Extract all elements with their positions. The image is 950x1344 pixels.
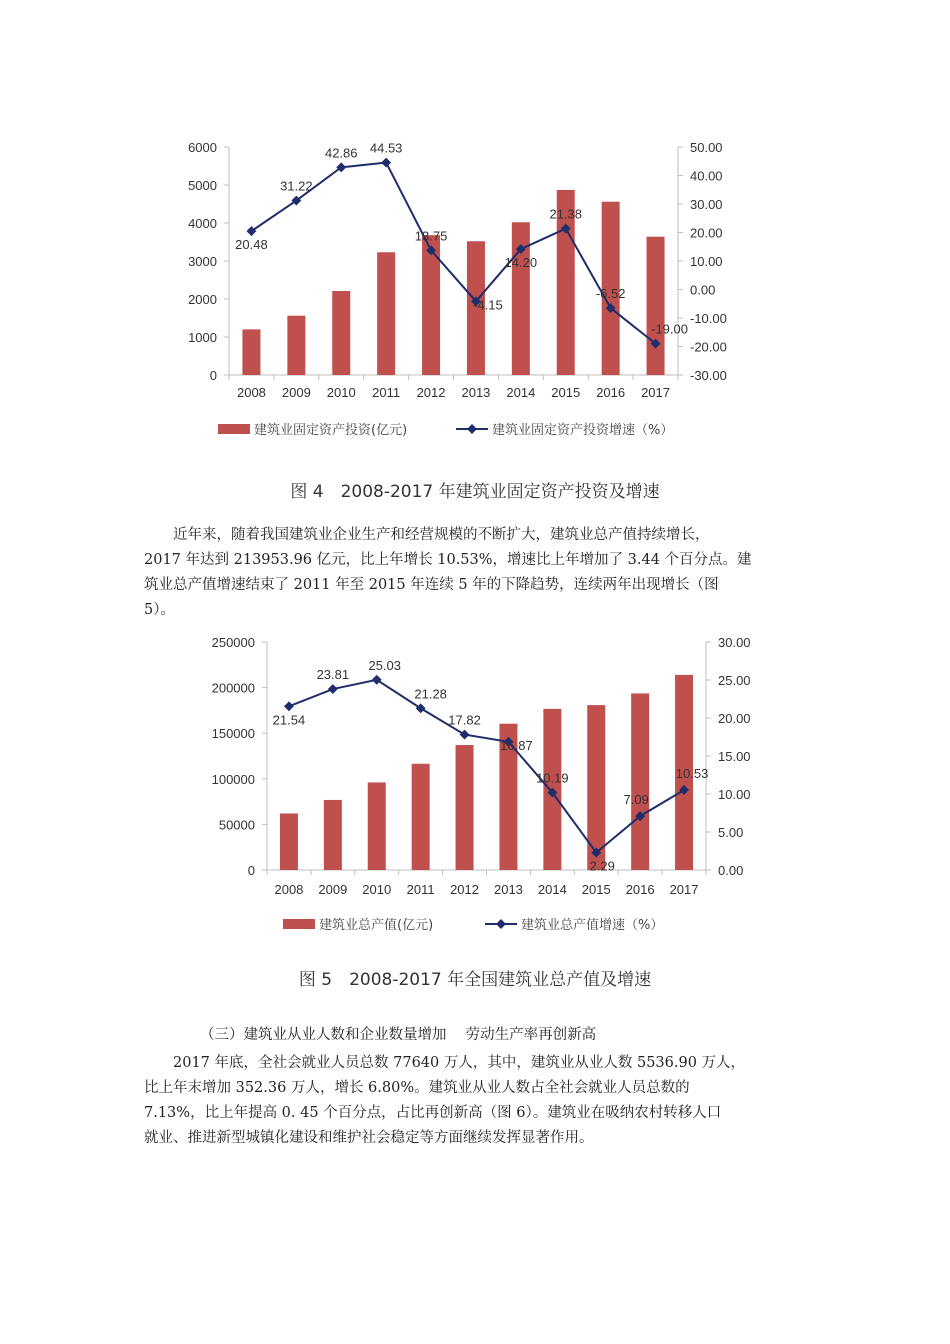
chart-total-output-value: [0, 632, 950, 952]
data-label: 13.75: [414, 228, 448, 244]
x-tick-label: 2011: [406, 882, 435, 897]
data-label: 25.03: [368, 657, 402, 673]
right-tick-label: 20.00: [690, 225, 723, 241]
legend-bar-label: 建筑业总产值(亿元): [319, 918, 434, 933]
data-label: 31.22: [280, 178, 313, 194]
figure-5-caption: 图 5 2008-2017 年全国建筑业总产值及增速: [298, 970, 652, 990]
legend-bar-swatch: [283, 919, 315, 929]
left-tick-label: 0: [247, 863, 255, 878]
x-tick-label: 2010: [362, 882, 392, 897]
line-point: [372, 675, 382, 685]
data-label: 42.86: [324, 145, 358, 161]
data-label: -19.00: [651, 321, 688, 337]
para2-line-3: 7.13%，比上年提高 0. 45 个百分点，占比再创新高（图 6）。建筑业在吸纳农村转移人口: [144, 1105, 722, 1121]
data-label: 21.38: [549, 206, 583, 222]
bar: [647, 237, 665, 375]
left-tick-label: 100000: [211, 771, 255, 787]
right-tick-label: 20.00: [718, 711, 751, 726]
x-tick-label: 2016: [625, 882, 655, 897]
data-label: 44.53: [369, 140, 403, 156]
x-tick-label: 2013: [461, 385, 491, 400]
paragraph-employment: [144, 1051, 804, 1151]
data-label: 10.53: [675, 765, 709, 781]
right-tick-label: -30.00: [690, 368, 727, 383]
bar: [631, 693, 649, 870]
x-tick-label: 2008: [274, 882, 304, 897]
right-tick-label: 30.00: [718, 635, 751, 650]
data-label: 14.20: [504, 255, 538, 271]
para2-line-4: 就业、推进新型城镇化建设和维护社会稳定等方面继续发挥显著作用。: [144, 1130, 594, 1146]
bar: [287, 316, 305, 375]
bar: [332, 291, 350, 375]
left-tick-label: 50000: [218, 817, 255, 833]
x-tick-label: 2010: [326, 385, 356, 400]
legend-line-marker: [467, 424, 477, 434]
line-point: [328, 684, 338, 694]
line-point: [460, 730, 470, 740]
x-tick-label: 2011: [372, 385, 401, 400]
right-tick-label: 5.00: [718, 825, 744, 840]
data-label: 23.81: [316, 667, 350, 683]
legend-line-label: 建筑业固定资产投资增速（%）: [492, 423, 674, 438]
bar: [368, 782, 386, 870]
data-label: 7.09: [623, 792, 649, 808]
bar: [324, 800, 342, 870]
right-tick-label: 30.00: [690, 197, 723, 212]
data-label: 20.48: [235, 237, 268, 253]
para1-line-1: 近年来，随着我国建筑业企业生产和经营规模的不断扩大，建筑业总产值持续增长，: [173, 527, 710, 543]
x-tick-label: 2016: [596, 385, 626, 400]
bar: [242, 329, 260, 375]
right-tick-label: 10.00: [718, 787, 751, 802]
paragraph-output-value: [144, 523, 804, 623]
x-tick-label: 2012: [416, 385, 446, 400]
chart-5-svg: [0, 632, 950, 952]
data-label: 16.87: [500, 737, 533, 753]
x-tick-label: 2017: [641, 385, 671, 400]
left-tick-label: 5000: [188, 178, 217, 193]
line-point: [416, 703, 426, 713]
para1-line-3: 筑业总产值增速结束了 2011 年至 2015 年连续 5 年的下降趋势，连续两年出现增长（图: [144, 577, 719, 593]
right-tick-label: -20.00: [690, 339, 727, 355]
bar: [377, 252, 395, 375]
data-label: 21.28: [414, 686, 447, 702]
legend-line-label: 建筑业总产值增速（%）: [521, 918, 664, 933]
para1-line-2: 2017 年达到 213953.96 亿元，比上年增长 10.53%，增速比上年增加了 3.44 个百分点。建: [144, 552, 752, 568]
bar: [412, 764, 430, 870]
data-label: 17.82: [448, 712, 481, 728]
legend-bar-label: 建筑业固定资产投资(亿元): [254, 423, 408, 438]
para2-line-1: 2017 年底，全社会就业人员总数 77640 万人，其中，建筑业从业人数 5536.90 万人，: [173, 1055, 746, 1071]
right-tick-label: 0.00: [690, 282, 716, 298]
data-label: 21.54: [272, 712, 306, 728]
left-tick-label: 4000: [188, 216, 217, 231]
data-label: -4.15: [473, 297, 503, 313]
x-tick-label: 2012: [450, 882, 480, 897]
left-tick-label: 3000: [188, 254, 217, 269]
right-tick-label: 15.00: [718, 749, 751, 764]
x-tick-label: 2015: [581, 882, 611, 897]
para1-line-4: 5）。: [144, 602, 175, 618]
data-label: 10.19: [536, 770, 569, 786]
left-tick-label: 2000: [188, 292, 217, 307]
bar: [280, 813, 298, 870]
right-tick-label: 40.00: [690, 168, 723, 184]
data-label: 2.29: [589, 858, 615, 874]
para2-line-2: 比上年末增加 352.36 万人，增长 6.80%。建筑业从业人数占全社会就业人员总数的: [144, 1080, 690, 1096]
left-tick-label: 6000: [188, 140, 217, 155]
chart-fixed-asset-investment: [0, 135, 950, 465]
left-tick-label: 0: [209, 368, 217, 383]
right-tick-label: 50.00: [690, 140, 723, 155]
legend-line-marker: [496, 919, 506, 929]
right-tick-label: 25.00: [718, 673, 751, 688]
x-tick-label: 2008: [236, 385, 266, 400]
legend-bar-swatch: [218, 424, 250, 434]
x-tick-label: 2009: [281, 385, 311, 400]
line-point: [381, 158, 391, 168]
x-tick-label: 2014: [506, 385, 536, 400]
left-tick-label: 250000: [211, 635, 255, 650]
x-tick-label: 2013: [493, 882, 523, 897]
line-point: [284, 701, 294, 711]
bar: [456, 745, 474, 870]
figure-4-caption: 图 4 2008-2017 年建筑业固定资产投资及增速: [290, 482, 660, 502]
x-tick-label: 2017: [669, 882, 699, 897]
x-tick-label: 2015: [551, 385, 581, 400]
growth-rate-line: [289, 680, 684, 853]
section-heading: （三）建筑业从业人数和企业数量增加 劳动生产率再创新高: [200, 1027, 597, 1043]
right-tick-label: -10.00: [690, 311, 727, 326]
right-tick-label: 10.00: [690, 254, 723, 269]
left-tick-label: 1000: [188, 330, 217, 345]
x-tick-label: 2014: [537, 882, 567, 897]
chart-4-svg: [0, 135, 950, 465]
right-tick-label: 0.00: [718, 863, 744, 878]
left-tick-label: 200000: [211, 680, 255, 696]
left-tick-label: 150000: [211, 726, 255, 742]
x-tick-label: 2009: [318, 882, 348, 897]
data-label: -6.52: [595, 286, 626, 302]
